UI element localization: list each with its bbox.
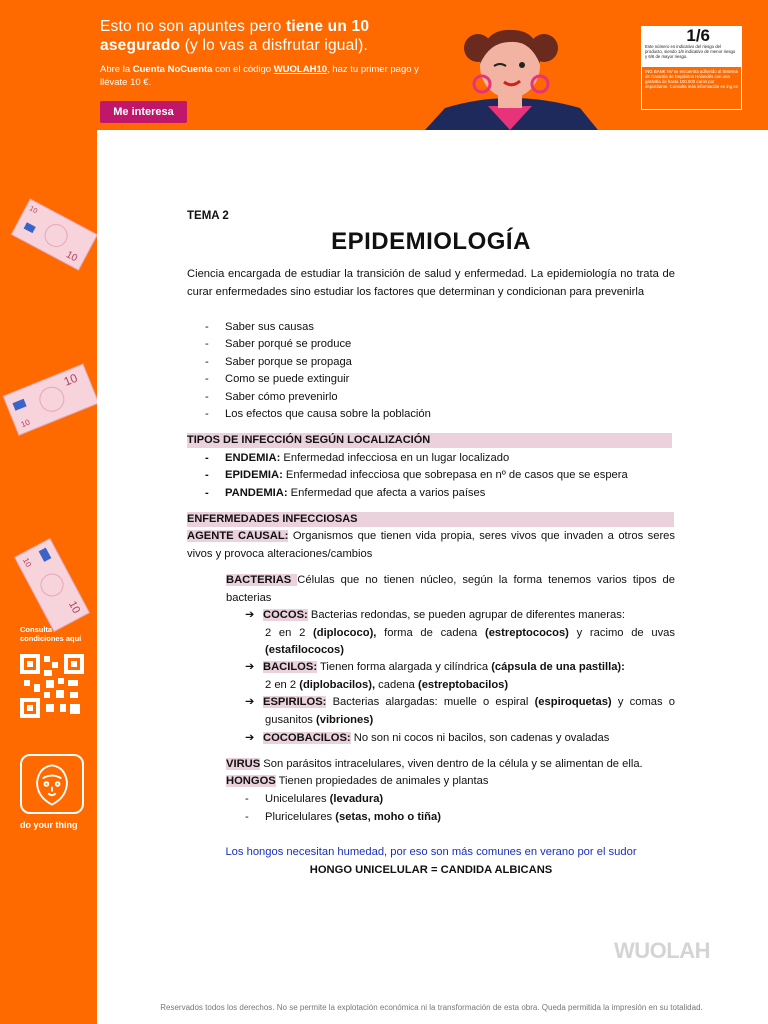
cocos-detail: 2 en 2 (diplococo), forma de cadena (estreptococos) y racimo de uvas [265, 627, 675, 639]
risk-text: Este número es indicativo del riesgo del producto, siendo 1/6 indicativo de menor riesgo y 6/6 de mayor riesgo. [645, 44, 736, 59]
arrow-icon: ➔ [245, 609, 255, 621]
banknote-icon [6, 535, 97, 635]
bacilos-detail: 2 en 2 (diplobacilos), cadena (estreptobacilos) [265, 679, 509, 691]
ad-headline: Esto no son apuntes pero tiene un 10 asegurado (y lo vas a disfrutar igual). [100, 18, 370, 54]
cocobacilos-item: ➔ COCOBACILOS: No son ni cocos ni bacilos, son cadenas y ovaladas [245, 730, 609, 748]
arrow-icon: ➔ [245, 696, 255, 708]
note-text: Los hongos necesitan humedad, por eso son más comunes en verano por el sudor [225, 846, 637, 858]
espirilos-detail: gusanitos (vibriones) [265, 714, 374, 726]
section-heading-enfermedades: ENFERMEDADES INFECCIOSAS [187, 512, 674, 527]
list-item: - Saber porque se propaga [205, 356, 352, 368]
candida-text: HONGO UNICELULAR = CANDIDA ALBICANS [309, 864, 553, 876]
hongos-paragraph: HONGOS Tienen propiedades de animales y plantas [226, 775, 489, 787]
agente-causal-paragraph: AGENTE CAUSAL: Organismos que tienen vida propia, seres vivos que invaden a otros seres vivos y provoca alteraciones/cambios [187, 530, 675, 560]
bill-value: 10 [20, 556, 34, 569]
arrow-icon: ➔ [245, 661, 255, 673]
list-item: - Saber porqué se produce [205, 338, 352, 350]
list-item: - Como se puede extinguir [205, 373, 350, 385]
page-title: EPIDEMIOLOGÍA [331, 228, 531, 255]
bacilos-item: ➔ BACILOS: Tienen forma alargada y cilíndrica (cápsula de una pastilla): [245, 659, 625, 677]
qr-code-icon[interactable] [20, 654, 84, 718]
list-item: - Saber cómo prevenirlo [205, 391, 338, 403]
list-item: - EPIDEMIA: Enfermedad infecciosa que sobrepasa en nº de casos que se espera [205, 469, 628, 481]
winking-woman-illustration [420, 18, 600, 130]
arrow-icon: ➔ [245, 732, 255, 744]
intro-paragraph: Ciencia encargada de estudiar la transición de salud y enfermedad. La epidemiología no trata de curar enfermedades sino estudiar los factores que determinan y condicionan para prevenirla [187, 268, 675, 298]
bill-value: 10 [28, 205, 39, 216]
list-item: - Los efectos que causa sobre la población [205, 408, 431, 420]
bill-value: 10 [64, 249, 80, 265]
section-heading-tipos: TIPOS DE INFECCIÓN SEGÚN LOCALIZACIÓN [187, 433, 672, 448]
banknote-icon [0, 355, 97, 445]
ad-banner[interactable] [0, 0, 768, 130]
virus-paragraph: VIRUS Son parásitos intracelulares, viven dentro de la célula y se alimentan de ella. [226, 758, 643, 770]
cocos-detail: (estafilococos) [265, 644, 344, 656]
lion-logo-icon [20, 754, 84, 814]
me-interesa-button[interactable]: Me interesa [100, 101, 187, 123]
conditions-link[interactable]: Consulta condiciones aquí [20, 625, 82, 643]
bacterias-paragraph: BACTERIAS Células que no tienen núcleo, según la forma tenemos varios tipos de bacterias [226, 574, 676, 604]
list-item: - ENDEMIA: Enfermedad infecciosa en un lugar localizado [205, 452, 510, 464]
list-item: - PANDEMIA: Enfermedad que afecta a varios países [205, 487, 486, 499]
footer-legal: Reservados todos los derechos. No se permite la explotación económica ni la transformación de esta obra. Queda permitida la impresión en su totalidad. [160, 1003, 703, 1012]
watermark-logo: WUOLAH [614, 938, 710, 963]
cocos-item: ➔ COCOS: Bacterias redondas, se pueden agrupar de diferentes maneras: [245, 607, 625, 625]
bill-value: 10 [61, 370, 80, 389]
topic-label: TEMA 2 [187, 210, 229, 222]
ad-subtext: Abre la Cuenta NoCuenta con el código WUOLAH10, haz tu primer pago y llévate 10 €. [100, 64, 419, 88]
list-item: - Unicelulares (levadura) [245, 793, 384, 805]
risk-number: 1/6 [686, 26, 710, 45]
bill-value: 10 [19, 417, 32, 430]
espirilos-item: ➔ ESPIRILOS: Bacterias alargadas: muelle o espiral (espiroquetas) y comas o [245, 694, 675, 712]
list-item: - Pluricelulares (setas, moho o tiña) [245, 811, 441, 823]
list-item: - Saber sus causas [205, 321, 314, 333]
banknote-icon [8, 190, 97, 280]
brand-tagline: do your thing [20, 820, 78, 830]
ad-sidebar[interactable] [0, 130, 97, 1024]
risk-legal-text: ING BANK NV se encuentra adherido al Sistema de Garantía de Depósitos Holandés con una garantía de hasta 100.000 euros por depositante. Consulta más información en ing.es [645, 69, 738, 89]
risk-indicator [641, 26, 742, 110]
bill-value: 10 [65, 599, 83, 616]
